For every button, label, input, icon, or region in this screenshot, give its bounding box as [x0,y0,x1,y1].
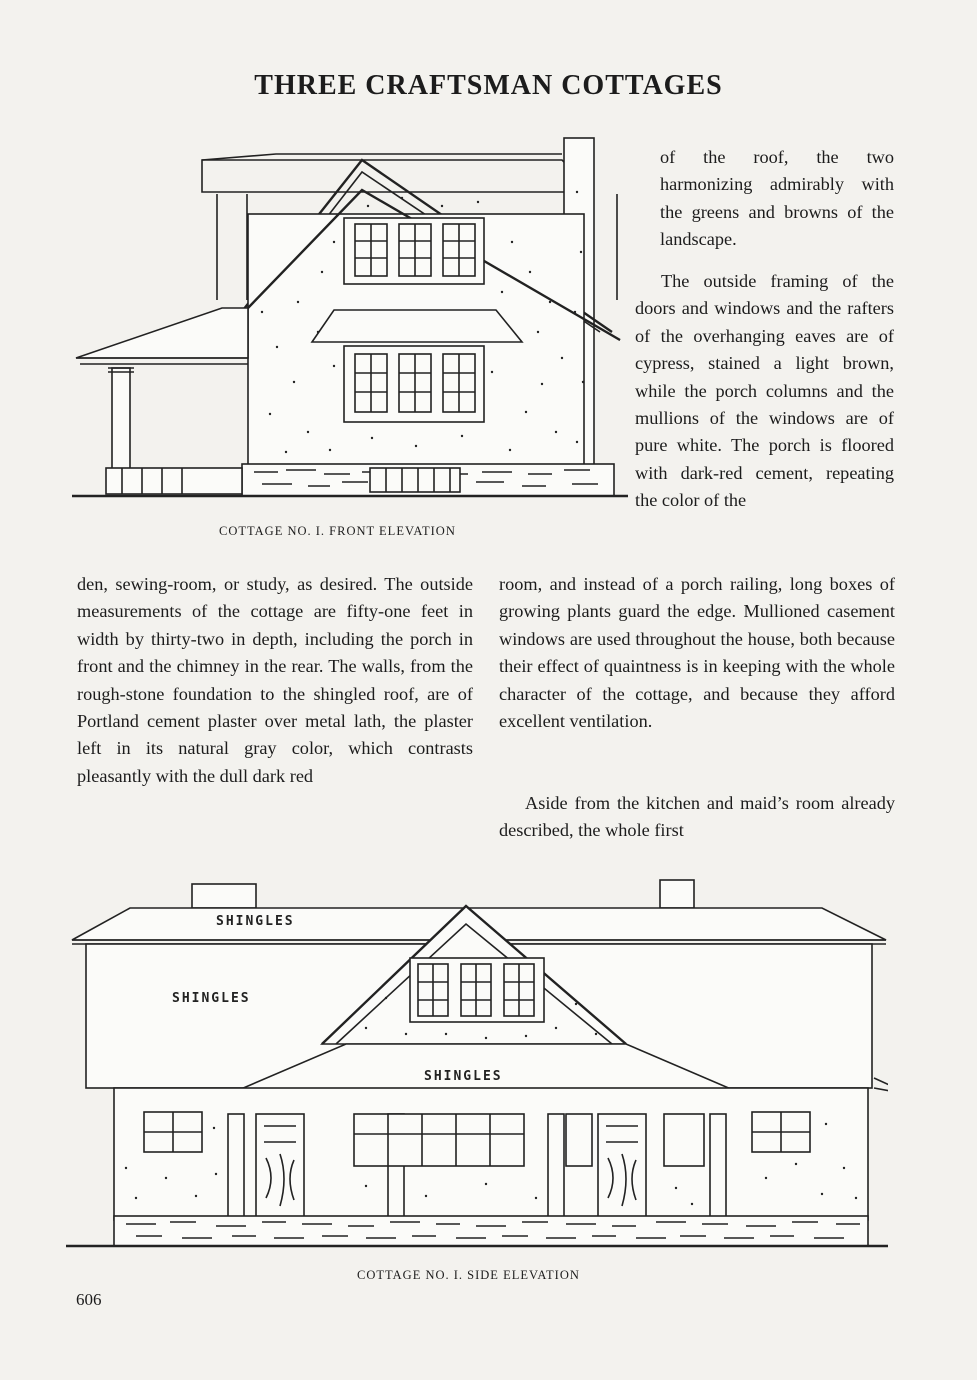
text-column-right-top-2: The outside framing of the doors and windows and the rafters of the overhanging eaves are of cypress, stained a light brown, while the porch columns and the mullions of the windows are of pure white. The porch is floored with dark-red cement, repeating the color of the [635,271,894,511]
page-number: 606 [76,1290,102,1309]
text-column-right-2: Aside from the kitchen and maid’s room already described, the whole first [499,793,895,841]
side-elevation-caption: COTTAGE NO. I. SIDE ELEVATION [357,1268,580,1282]
roof-label-top: SHINGLES [216,914,295,929]
text-column-left: den, sewing-room, or study, as desired. The outside measurements of the cottage are fifty-one feet in width by thirty-two in depth, including the porch in front and the chimney in the rear. The walls, from the rough-stone foundation to the shingled roof, are of Portland cement plaster over metal lath, the plaster left in its natural gray color, which contrasts pleasantly with the dull dark red [77,574,473,786]
text-column-right-1: room, and instead of a porch railing, long boxes of growing plants guard the edge. Mullioned casement windows are used throughout the house, both because their effect of quaintness is in keeping with the whole character of the cottage, and because they afford excellent ventilation. [499,574,895,732]
text-column-right-top-1: of the roof, the two harmonizing admirably with the greens and browns of the landscape. [660,147,894,250]
side-elevation-drawing [66,878,888,1250]
front-elevation-drawing [72,132,628,504]
roof-label-porch: SHINGLES [424,1069,503,1084]
roof-label-left: SHINGLES [172,991,251,1006]
front-elevation-caption: COTTAGE NO. I. FRONT ELEVATION [219,524,456,538]
page-title: THREE CRAFTSMAN COTTAGES [254,70,723,101]
